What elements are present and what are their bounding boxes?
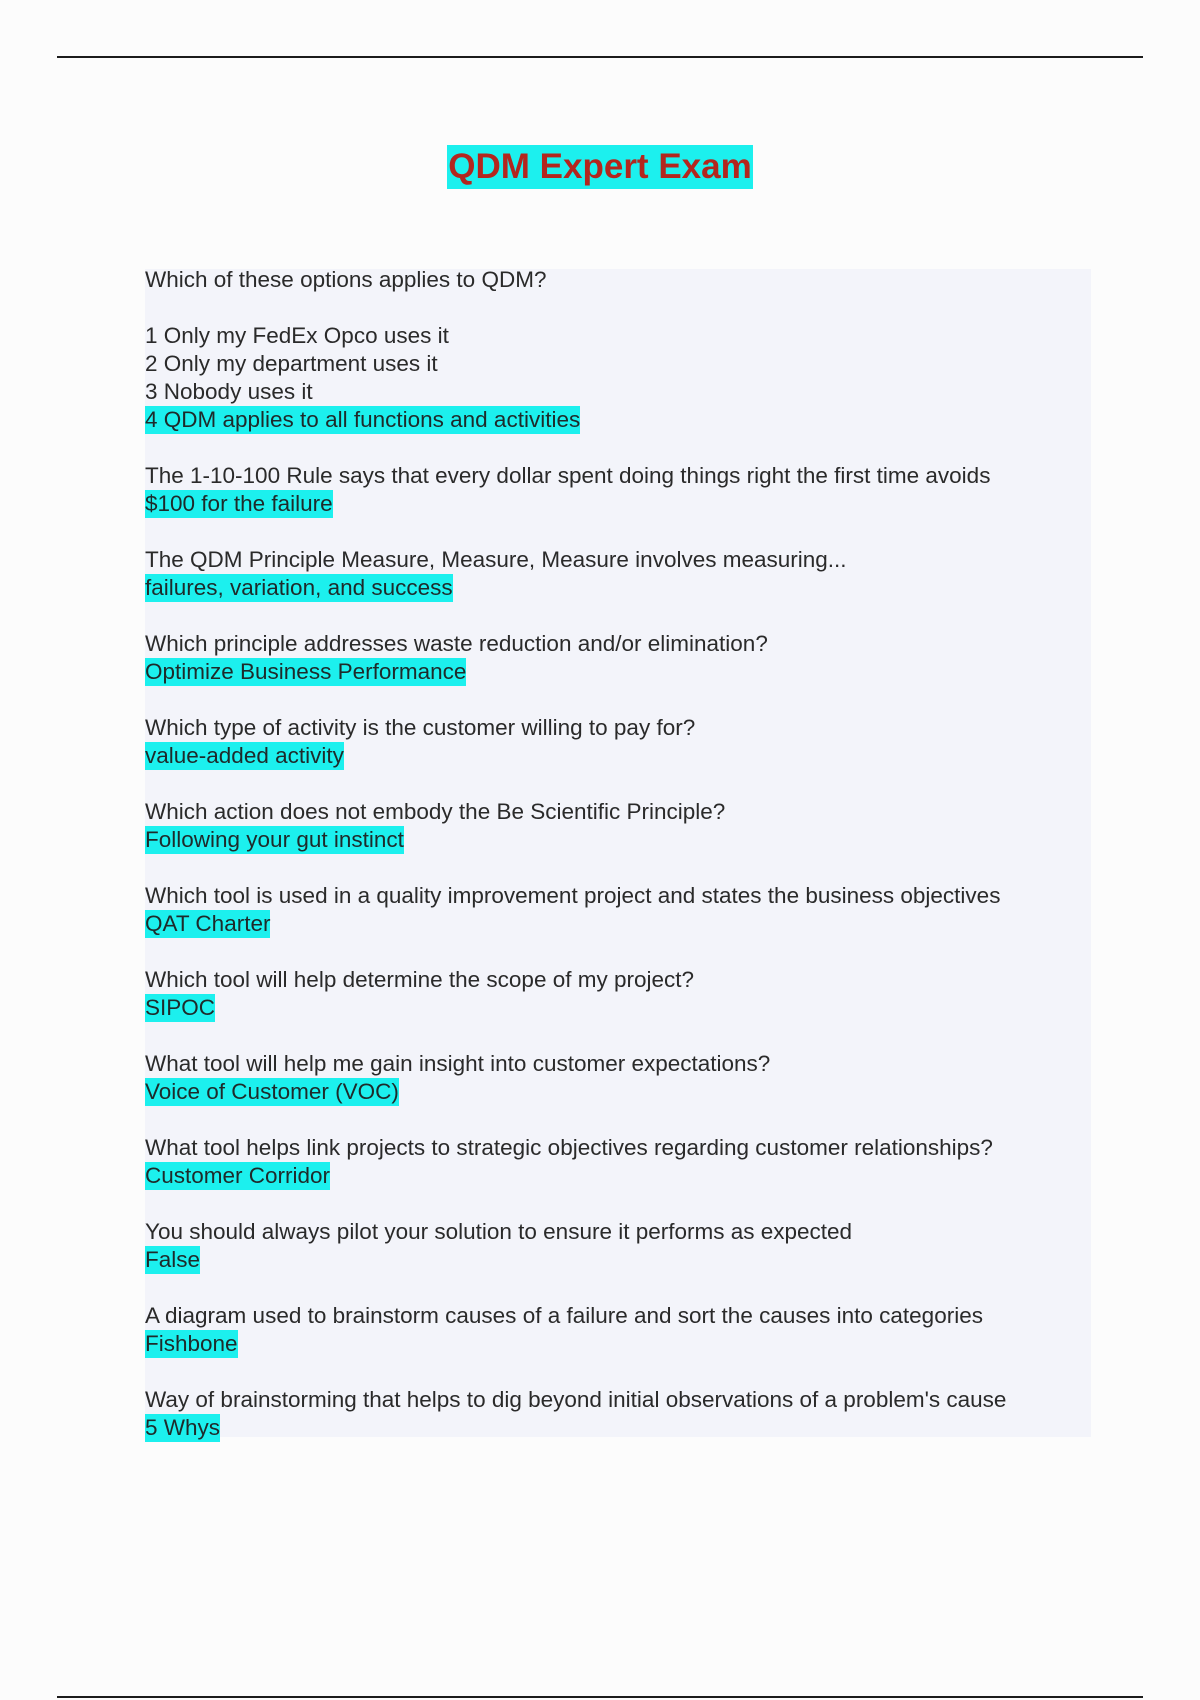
question-list: [145, 266, 1091, 1470]
question-text: Which type of activity is the customer willing to pay for?: [145, 715, 696, 740]
footer-rule: [57, 1696, 1143, 1698]
title-container: [0, 145, 1200, 189]
answer-highlight: Optimize Business Performance: [145, 659, 467, 684]
header-rule: [57, 56, 1143, 58]
answer-highlight: Customer Corridor: [145, 1163, 331, 1188]
question-item-3: [145, 546, 1091, 602]
question-item-1: [145, 266, 1091, 434]
question-item-13: [145, 1386, 1091, 1442]
question-text: What tool helps link projects to strategic objectives regarding customer relationships?: [145, 1135, 993, 1160]
option-3: 3 Nobody uses it: [145, 379, 313, 404]
question-item-12: [145, 1302, 1091, 1358]
question-text: You should always pilot your solution to ensure it performs as expected: [145, 1219, 853, 1244]
answer-highlight: Voice of Customer (VOC): [145, 1079, 399, 1104]
question-text: The 1-10-100 Rule says that every dollar spent doing things right the first time avoids: [145, 463, 991, 488]
document-title: QDM Expert Exam: [447, 145, 752, 189]
answer-highlight: Following your gut instinct: [145, 827, 404, 852]
question-text: A diagram used to brainstorm causes of a failure and sort the causes into categories: [145, 1303, 983, 1328]
question-text: Which tool will help determine the scope of my project?: [145, 967, 695, 992]
answer-highlight: False: [145, 1247, 201, 1272]
answer-highlight: value-added activity: [145, 743, 344, 768]
question-item-6: [145, 798, 1091, 854]
question-item-11: [145, 1218, 1091, 1274]
question-text: What tool will help me gain insight into customer expectations?: [145, 1051, 771, 1076]
option-1: 1 Only my FedEx Opco uses it: [145, 323, 449, 348]
question-item-2: [145, 462, 1091, 518]
answer-highlight: 4 QDM applies to all functions and activities: [145, 407, 581, 432]
question-item-7: [145, 882, 1091, 938]
question-item-9: [145, 1050, 1091, 1106]
answer-highlight: QAT Charter: [145, 911, 271, 936]
question-item-5: [145, 714, 1091, 770]
question-text: Which principle addresses waste reduction and/or elimination?: [145, 631, 768, 656]
answer-highlight: 5 Whys: [145, 1415, 221, 1440]
question-item-4: [145, 630, 1091, 686]
answer-highlight: failures, variation, and success: [145, 575, 453, 600]
question-text: Which tool is used in a quality improvement project and states the business objectives: [145, 883, 1001, 908]
answer-highlight: SIPOC: [145, 995, 216, 1020]
answer-highlight: Fishbone: [145, 1331, 238, 1356]
question-text: Which action does not embody the Be Scientific Principle?: [145, 799, 726, 824]
question-item-8: [145, 966, 1091, 1022]
answer-highlight: $100 for the failure: [145, 491, 333, 516]
option-list: [145, 322, 1091, 434]
question-item-10: [145, 1134, 1091, 1190]
question-text: Which of these options applies to QDM?: [145, 267, 547, 292]
option-2: 2 Only my department uses it: [145, 351, 438, 376]
question-text: Way of brainstorming that helps to dig beyond initial observations of a problem's cause: [145, 1387, 1007, 1412]
question-text: The QDM Principle Measure, Measure, Measure involves measuring...: [145, 547, 847, 572]
